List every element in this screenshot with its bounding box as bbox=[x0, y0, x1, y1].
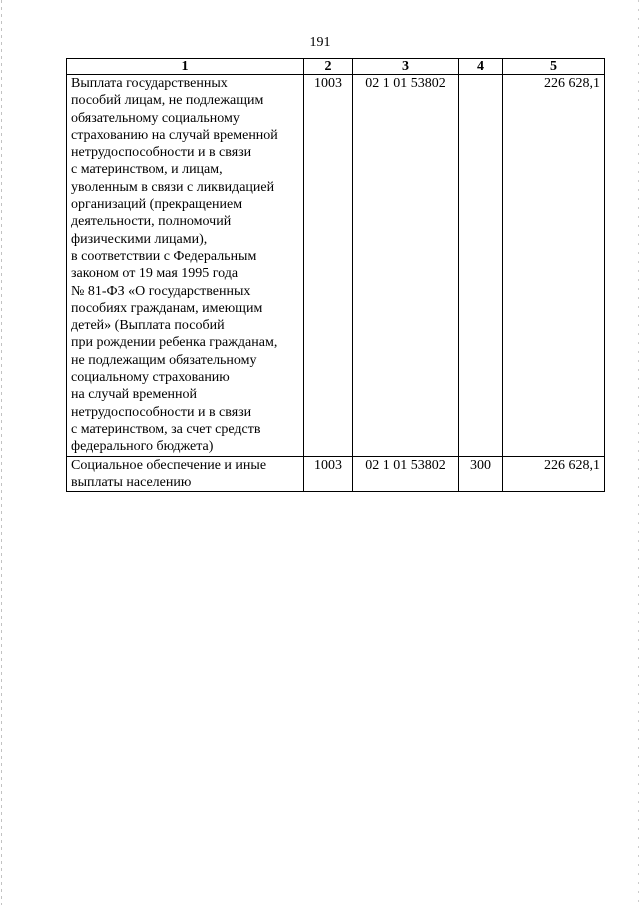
page-number: 191 bbox=[309, 35, 331, 50]
description-line: с материнством, за счет средств bbox=[71, 421, 261, 437]
description-line: уволенным в связи с ликвидацией bbox=[71, 179, 275, 195]
header-col-4: 4 bbox=[459, 59, 503, 75]
row-section-code: 1003 bbox=[304, 456, 353, 492]
row-expense-type: 300 bbox=[459, 456, 503, 492]
row-target-article: 02 1 01 53802 bbox=[353, 75, 459, 457]
description-line: страхованию на случай временной bbox=[71, 127, 278, 143]
table-row bbox=[67, 456, 605, 492]
description-line: законом от 19 мая 1995 года bbox=[71, 266, 239, 282]
description-line: Выплата государственных bbox=[71, 76, 228, 91]
description-line: пособиях гражданам, имеющим bbox=[71, 300, 263, 316]
table-header-row bbox=[67, 59, 605, 75]
header-col-2: 2 bbox=[304, 59, 353, 75]
row-target-article: 02 1 01 53802 bbox=[353, 456, 459, 492]
scan-edge-left bbox=[1, 0, 2, 905]
header-col-3: 3 bbox=[353, 59, 459, 75]
description-line: физическими лицами), bbox=[71, 231, 208, 247]
description-line: Социальное обеспечение и иные bbox=[71, 457, 267, 473]
row-description bbox=[67, 75, 304, 457]
description-line: выплаты населению bbox=[71, 474, 192, 490]
description-line: на случай временной bbox=[71, 387, 198, 403]
table-row bbox=[67, 75, 605, 457]
description-line: федерального бюджета) bbox=[71, 439, 214, 455]
description-line: организаций (прекращением bbox=[71, 197, 243, 213]
row-expense-type bbox=[459, 75, 503, 457]
budget-table bbox=[66, 58, 605, 492]
description-line: нетрудоспособности и в связи bbox=[71, 145, 252, 161]
row-section-code: 1003 bbox=[304, 75, 353, 457]
header-col-5: 5 bbox=[503, 59, 605, 75]
description-line: социальному страхованию bbox=[71, 370, 230, 386]
description-line: нетрудоспособности и в связи bbox=[71, 404, 252, 420]
description-line: пособий лицам, не подлежащим bbox=[71, 93, 264, 109]
row-description bbox=[67, 456, 304, 492]
description-line: деятельности, полномочий bbox=[71, 214, 232, 230]
description-line: № 81-ФЗ «О государственных bbox=[71, 283, 251, 299]
row-amount: 226 628,1 bbox=[503, 456, 605, 492]
header-col-1: 1 bbox=[67, 59, 304, 75]
description-line: не подлежащим обязательному bbox=[71, 352, 257, 368]
description-line: в соответствии с Федеральным bbox=[71, 248, 257, 264]
scan-edge-right bbox=[638, 0, 639, 905]
description-line: с материнством, и лицам, bbox=[71, 162, 223, 178]
description-line: детей» (Выплата пособий bbox=[71, 318, 225, 334]
description-line: обязательному социальному bbox=[71, 110, 240, 126]
row-amount: 226 628,1 bbox=[503, 75, 605, 457]
description-line: при рождении ребенка гражданам, bbox=[71, 335, 278, 351]
